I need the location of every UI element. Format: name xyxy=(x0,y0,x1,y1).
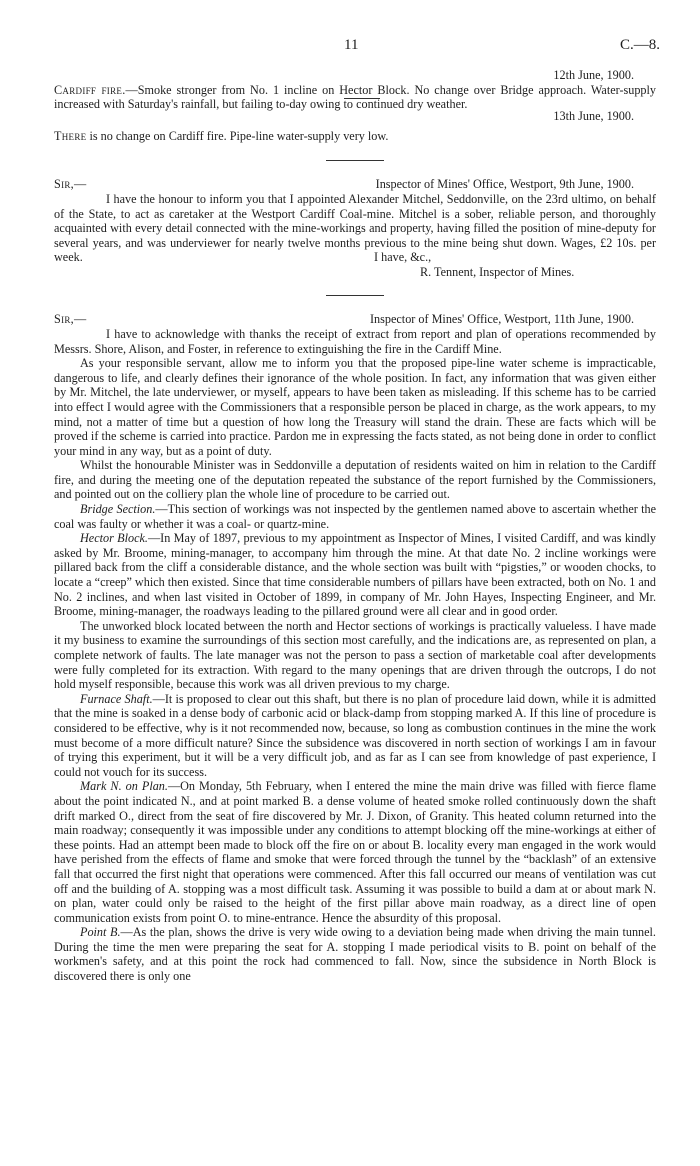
heading-hector-block: Hector Block. xyxy=(80,531,148,546)
letter-body: I have the honour to inform you that I appointed Alexander Mitchel, Seddonville, on the 23rd ultimo, on behalf of the State, to act as caretaker at the Westport Cardiff Coal-mine. Mitchel is a sober, reliable person, and thoroughly acquainted with every detail connected with the mine-workings and property, having filled the position of mine-deputy for several years, and was underviewer for nearly twelve months previous to the mine being shut down. Wages, £2 10s. per week. xyxy=(54,191,656,265)
heading-mark-n: Mark N. on Plan. xyxy=(80,779,168,794)
bulletin-text: There is no change on Cardiff fire. Pipe-line water-supply very low. xyxy=(54,129,389,144)
bulletin-13-june xyxy=(54,109,656,144)
salutation: Sir,— xyxy=(54,311,87,326)
bulletin-text: Cardiff fire.—Smoke stronger from No. 1 incline on Hector Block. No change over Bridge approach. Water-supply increased with Saturday's rainfall, but failing to-day owing to continued dry weather. xyxy=(54,82,657,112)
letter-9-june xyxy=(54,177,656,295)
signature: R. Tennent, Inspector of Mines. xyxy=(420,264,575,279)
paragraph-mark-n: Mark N. on Plan.—On Monday, 5th February, when I entered the mine the main drive was filled with fierce flame about the point indicated N., and at point marked B. a dense volume of heated smoke rolled continuously down the shaft drift marked O., direct from the seat of fire discovered by Mr. J. Dixon, of Granity. This heated column returned into the main roadway; consequently it was impossible under any conditions to attempt blocking off the mine-workings at either of these points. Had an attempt been made to block off the fire on or about B. locality every man engaged in the work would have perished from the effects of flame and smoke that were forced through the tunnel by the “backlash” of an extensive fall that occurred the first night that operations were commenced. After this fall occurred our means of ventilation was cut off and the building of A. stopping was a most difficult task. Assuming it was possible to build a dam at or about mark N. on plan, water could only be raised to the height of the first pillar above main roadway, as a direct line of open communication exists from point O. to mine-entrance. Hence the absurdity of this proposal. xyxy=(54,779,656,925)
letter-heading xyxy=(54,312,656,327)
office-date: Inspector of Mines' Office, Westport, 9th June, 1900. xyxy=(375,176,634,191)
bulletin-lead: There xyxy=(54,129,87,144)
paragraph-furnace-shaft: Furnace Shaft.—It is proposed to clear out this shaft, but there is no plan of procedure laid down, while it is admitted that the mine is soaked in a dense body of carbonic acid or black-damp from stopping marked A. If this line of procedure is considered to be effective, why is it not recommended now, because, so long as combustion continues in the mine the work must become of a more difficult nature? Since the subsidence was discovered in north section of workings I am in favour of trying this experiment, but it will be a very difficult job, and as far as I can see from knowledge of past experience, I could not vouch for its success. xyxy=(54,691,656,779)
bulletin-date: 13th June, 1900. xyxy=(553,108,634,123)
paragraph-point-b: Point B.—As the plan, shows the drive is very wide owing to a deviation being made when driving the main tunnel. During the time the men were preparing the seat for A. stopping I made periodical visits to B. point on behalf of the workmen's safety, and at this point the rock had commenced to fall. Now, since the subsidence in North Block is discovered there is only one xyxy=(54,925,656,984)
paragraph-unworked-block: The unworked block located between the north and Hector sections of workings is practically valueless. I have made it my business to examine the surroundings of this section most carefully, and the indications are, as represented on plan, a complete network of faults. The late manager was not the person to pass a section of marketable coal after developments were fully completed for its extraction. With regard to the many openings that are driven through the outcrops, I do not hold myself responsible, because this work was all driven previous to my charge. xyxy=(54,618,656,692)
closing: I have, &c., xyxy=(374,249,432,264)
signature-line xyxy=(54,264,656,295)
page-header xyxy=(54,28,660,62)
document-reference: C.—8. xyxy=(619,37,660,53)
page-number: 11 xyxy=(344,37,359,53)
paragraph-pipe-line: As your responsible servant, allow me to inform you that the proposed pipe-line water scheme is impracticable, dangerous to life, and clearly defines their ignorance of the whole position. In fact, any information that was given either by Mr. Mitchel, the late underviewer, or myself, appears to have been taken as misleading. If this scheme has to be carried into effect I would agree with the Commissioners that a responsible person be placed in charge, as the work appears, to my mind, not a matter of time but a question of how long the Treasury will stand the drain. These are facts which will be proved if the scheme is carried into practice. Pardon me in expressing the facts stated, as not being done in order to conflict your mind in any way, but as a point of duty. xyxy=(54,356,656,458)
bulletin-lead: Cardiff fire. xyxy=(54,82,126,97)
paragraph-acknowledge: I have to acknowledge with thanks the receipt of extract from report and plan of operations recommended by Messrs. Shore, Alison, and Foster, in reference to extinguishing the fire in the Cardiff Mine. xyxy=(54,326,656,356)
bulletin-date: 12th June, 1900. xyxy=(553,68,634,82)
salutation: Sir,— xyxy=(54,176,87,191)
paragraph-deputation: Whilst the honourable Minister was in Seddonville a deputation of residents waited on him in relation to the Cardiff fire, and during the meeting one of the deputation repeated the substance of the report furnished by the Commissioners, and pointed out on the colliery plan the whole line of procedure to be carried out. xyxy=(54,458,656,502)
heading-furnace-shaft: Furnace Shaft. xyxy=(80,691,153,706)
paragraph-hector-block: Hector Block.—In May of 1897, previous to my appointment as Inspector of Mines, I visited Cardiff, and was kindly asked by Mr. Broome, mining-manager, to accompany him through the mine. At that date No. 2 incline workings were pillared back from the cliff a considerable distance, and the whole section was built with “pigsties,” or wooden chocks, to locate a “creep” which then existed. Since that time considerable numbers of pillars have been extracted, both on No. 1 and No. 2 inclines, and when last visited in October of 1899, in company of Mr. John Hayes, Inspecting Engineer, and Mr. Broome, mining-manager, the roadways leading to the pillared ground were all clear and in good order. xyxy=(54,531,656,619)
paragraph-bridge-section: Bridge Section.—This section of workings was not inspected by the gentlemen named above to ascertain whether the coal was faulty or whether it was a coal- or quartz-mine. xyxy=(54,502,657,531)
letter-11-june xyxy=(54,312,656,984)
office-date: Inspector of Mines' Office, Westport, 11th June, 1900. xyxy=(370,311,634,326)
document-page xyxy=(54,28,660,984)
heading-point-b: Point B. xyxy=(80,925,121,940)
heading-bridge-section: Bridge Section. xyxy=(80,502,156,517)
letter-heading xyxy=(54,177,656,192)
